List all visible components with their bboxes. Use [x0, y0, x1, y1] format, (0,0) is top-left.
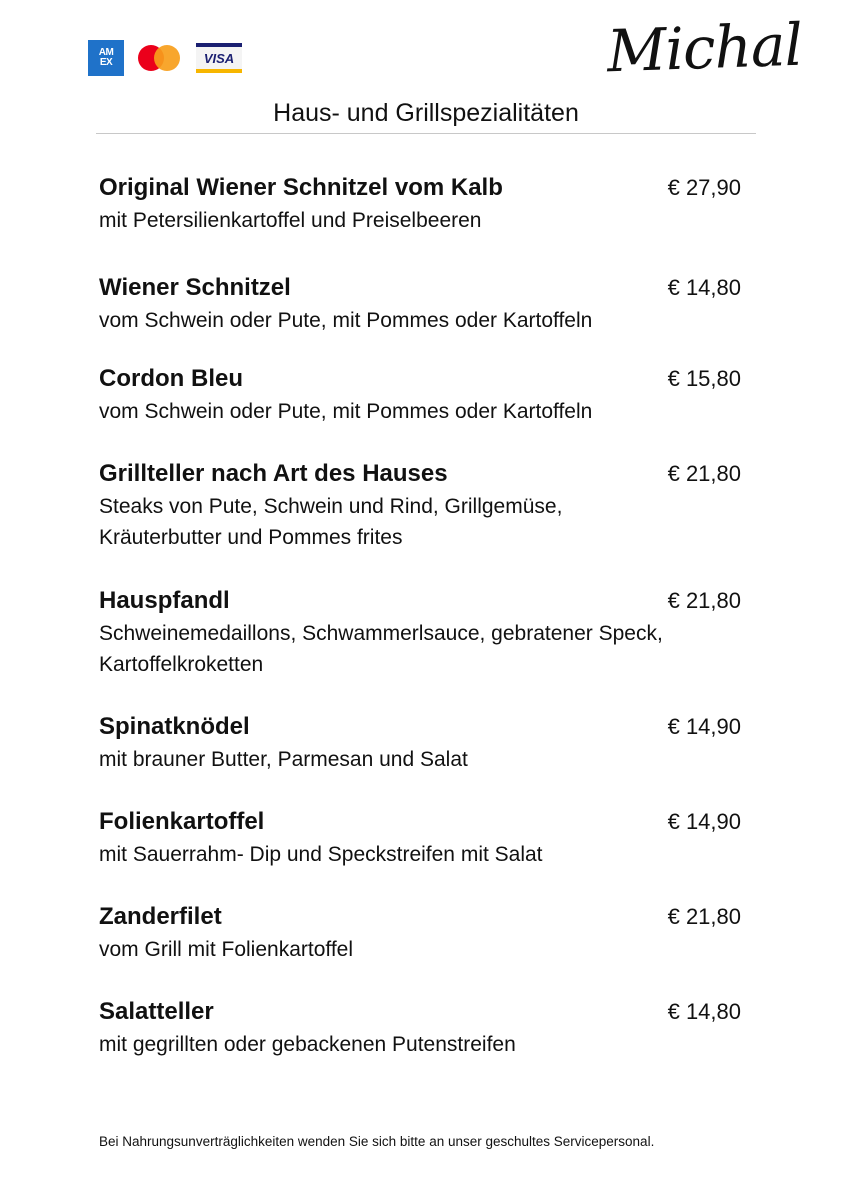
menu-item [99, 586, 741, 680]
menu-item [99, 173, 741, 236]
menu-item [99, 997, 741, 1060]
amex-card-icon [88, 40, 124, 76]
restaurant-logo: Michal [605, 10, 804, 86]
menu-item [99, 712, 741, 775]
menu-item-description: Steaks von Pute, Schwein und Rind, Grillgemüse, [99, 495, 563, 518]
menu-item-description: mit gegrillten oder gebackenen Putenstreifen [99, 1033, 516, 1056]
menu-item-name: Salatteller [99, 998, 214, 1025]
menu-item-name: Folienkartoffel [99, 808, 265, 835]
allergy-notice: Bei Nahrungsunverträglichkeiten wenden Sie sich bitte an unser geschultes Servicepersonal. [99, 1134, 655, 1149]
menu-item-description: mit brauner Butter, Parmesan und Salat [99, 748, 468, 771]
menu-item-description: Schweinemedaillons, Schwammerlsauce, gebratener Speck, [99, 622, 663, 645]
menu-item-name: Hauspfandl [99, 587, 230, 614]
menu-item-description: Kräuterbutter und Pommes frites [99, 526, 403, 549]
menu-item-name: Original Wiener Schnitzel vom Kalb [99, 174, 503, 201]
menu-item-name: Zanderfilet [99, 903, 222, 930]
menu-item-price: € 14,90 [667, 714, 741, 739]
amex-label-bottom: EX [99, 57, 113, 68]
payment-cards [88, 40, 242, 76]
menu-item-name: Grillteller nach Art des Hauses [99, 460, 448, 487]
visa-card-icon [196, 43, 242, 73]
mastercard-icon [138, 43, 182, 73]
menu-item [99, 364, 741, 427]
menu-item-description: vom Grill mit Folienkartoffel [99, 938, 354, 961]
menu-item-price: € 21,80 [667, 461, 741, 486]
menu-item-name: Wiener Schnitzel [99, 274, 291, 301]
menu-item-name: Cordon Bleu [99, 365, 243, 392]
menu-item [99, 807, 741, 870]
menu-item-description: mit Petersilienkartoffel und Preiselbeeren [99, 209, 482, 232]
visa-label: VISA [203, 50, 235, 66]
page-title: Haus- und Grillspezialitäten [273, 99, 579, 127]
menu-item-price: € 14,90 [667, 809, 741, 834]
menu-item-price: € 14,80 [667, 999, 741, 1024]
title-divider [96, 133, 756, 134]
menu-item-description: vom Schwein oder Pute, mit Pommes oder Kartoffeln [99, 309, 593, 332]
menu-item [99, 902, 741, 965]
menu-item [99, 273, 741, 336]
amex-label-top: AM [98, 47, 114, 58]
menu-item-price: € 27,90 [667, 175, 741, 200]
menu-item [99, 459, 741, 553]
menu-item-description: Kartoffelkroketten [99, 653, 264, 676]
menu-item-description: vom Schwein oder Pute, mit Pommes oder Kartoffeln [99, 400, 593, 423]
menu-item-name: Spinatknödel [99, 713, 250, 740]
menu-item-price: € 21,80 [667, 588, 741, 613]
menu-item-price: € 14,80 [667, 275, 741, 300]
menu-item-price: € 15,80 [667, 366, 741, 391]
menu-item-description: mit Sauerrahm- Dip und Speckstreifen mit Salat [99, 843, 543, 866]
menu-item-price: € 21,80 [667, 904, 741, 929]
